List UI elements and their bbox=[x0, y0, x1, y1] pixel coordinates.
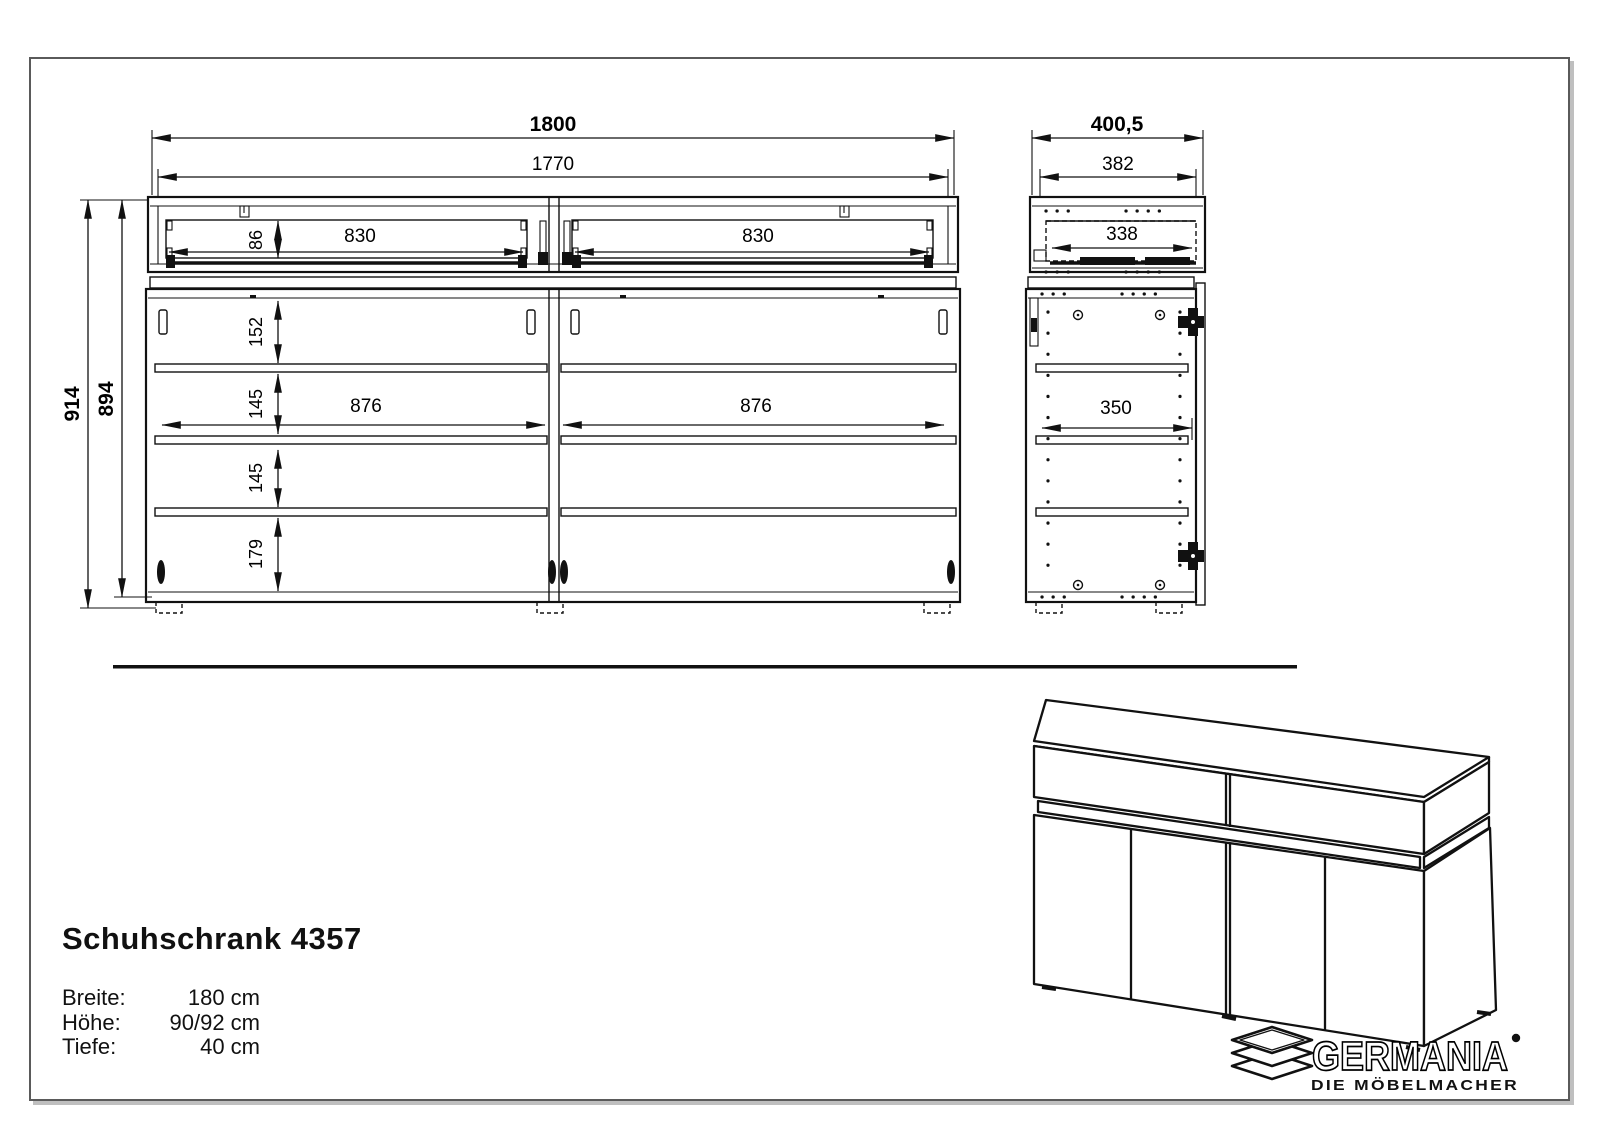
dim-total-height: 914 bbox=[61, 386, 84, 422]
dim-case-width: 1770 bbox=[531, 154, 575, 175]
spec-row-height bbox=[62, 1011, 260, 1036]
hinge-icon bbox=[947, 560, 955, 584]
spec-table bbox=[62, 986, 260, 1060]
hinge-icon bbox=[527, 310, 535, 334]
spec-row-depth bbox=[62, 1035, 260, 1060]
dim-drawer-depth: 338 bbox=[1106, 224, 1138, 245]
brand-logo bbox=[1232, 1027, 1520, 1094]
foot-icon bbox=[537, 602, 563, 613]
side-view bbox=[1026, 113, 1205, 613]
brand-tagline: DIE MÖBELMACHER bbox=[1311, 1077, 1519, 1094]
side-connecting-board bbox=[1028, 277, 1194, 288]
foot-icon bbox=[924, 602, 950, 613]
spec-label: Breite: bbox=[62, 985, 126, 1010]
dim-sec1: 152 bbox=[246, 316, 266, 348]
brand-name: GERMANIA bbox=[1312, 1033, 1508, 1079]
spec-label: Höhe: bbox=[62, 1009, 121, 1035]
front-drawer-hutch bbox=[148, 197, 958, 272]
hinge-icon bbox=[548, 560, 556, 584]
foot-icon bbox=[1036, 602, 1062, 613]
front-lower-body bbox=[146, 289, 960, 613]
front-view bbox=[61, 113, 960, 613]
germania-layers-icon bbox=[1232, 1027, 1312, 1079]
hinge-icon bbox=[157, 560, 165, 584]
separator-line bbox=[113, 665, 1297, 669]
side-lower-body bbox=[1026, 283, 1205, 613]
dim-comp-right: 876 bbox=[740, 396, 772, 417]
perspective-view bbox=[1034, 700, 1496, 1050]
spec-row-width bbox=[62, 986, 260, 1011]
hinge-icon bbox=[1178, 308, 1204, 570]
spec-value: 90/92 cm bbox=[169, 1009, 260, 1035]
foot-icon bbox=[156, 602, 182, 613]
spec-value: 40 cm bbox=[200, 1034, 260, 1059]
dim-sec3: 145 bbox=[246, 462, 266, 494]
dim-shelf-depth: 350 bbox=[1100, 398, 1132, 419]
dim-total-width: 1800 bbox=[529, 113, 577, 136]
dim-drawer-left: 830 bbox=[344, 226, 376, 247]
registered-dot-icon bbox=[1512, 1034, 1520, 1042]
front-dimensions bbox=[61, 113, 954, 608]
dim-sec4: 179 bbox=[246, 538, 266, 570]
product-title: Schuhschrank 4357 bbox=[62, 921, 362, 956]
dim-drawer-height: 86 bbox=[246, 229, 266, 251]
dim-case-depth: 382 bbox=[1102, 154, 1134, 175]
dim-drawer-right: 830 bbox=[742, 226, 774, 247]
foot-icon bbox=[1156, 602, 1182, 613]
dim-total-depth: 400,5 bbox=[1090, 113, 1144, 136]
spec-value: 180 cm bbox=[187, 985, 260, 1010]
screw-icon bbox=[1074, 311, 1165, 590]
dim-case-height: 894 bbox=[95, 381, 118, 417]
hinge-icon bbox=[571, 310, 579, 334]
hinge-icon bbox=[560, 560, 568, 584]
front-connecting-board bbox=[150, 277, 956, 288]
dim-sec2: 145 bbox=[246, 388, 266, 420]
hinge-icon bbox=[939, 310, 947, 334]
spec-label: Tiefe: bbox=[62, 1034, 117, 1059]
dim-comp-left: 876 bbox=[350, 396, 382, 417]
hinge-icon bbox=[159, 310, 167, 334]
